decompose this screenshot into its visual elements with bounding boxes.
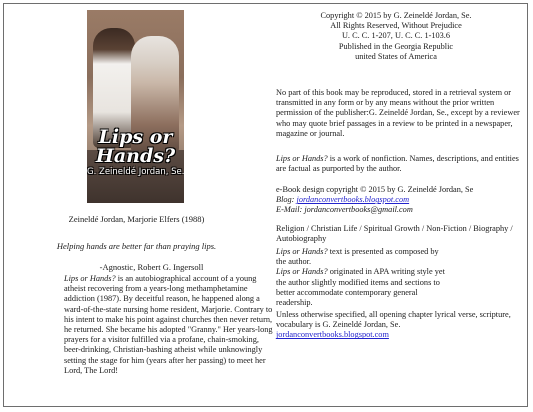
ebook-info — [276, 185, 526, 216]
email-address[interactable]: jordanconvertbooks@gmail.com — [304, 205, 413, 215]
blog-link[interactable]: jordanconvertbooks.blogspot.com — [296, 195, 410, 205]
cover-author: G. Zeineldé Jordan, Se. — [87, 167, 184, 177]
copyright-line-5: united States of America — [355, 51, 437, 61]
copyright-line-4: Published in the Georgia Republic — [338, 41, 454, 51]
email-label: E-Mail: — [276, 205, 305, 215]
ebook-design: e-Book design copyright © 2015 by G. Zeineldé Jordan, Se — [276, 185, 474, 194]
cover-image — [87, 10, 184, 203]
summary-title: Lips or Hands? — [64, 274, 116, 283]
presented-body: text is presented as composed by the author. — [276, 247, 439, 267]
copyright-line-3: U. C. C. 1-207, U. C. C. 1-103.6 — [341, 31, 451, 41]
originated-title: Lips or Hands? — [276, 267, 328, 277]
cover-title-line2: Hands? — [95, 145, 176, 167]
unless-notice — [276, 310, 512, 341]
reproduction-notice — [276, 88, 522, 139]
epigraph-attribution: -Agnostic, Robert G. Ingersoll — [99, 262, 204, 272]
nonfiction-title: Lips or Hands? — [276, 154, 328, 163]
epigraph-quote: Helping hands are better far than praying lips. — [56, 241, 217, 251]
categories-text: Religion / Christian Life / Spiritual Growth / Non-Fiction / Biography / Autobiography — [276, 224, 513, 244]
nonfiction-notice — [276, 154, 522, 174]
copyright-line-2: All Rights Reserved, Without Prejudice — [330, 21, 462, 31]
reproduction-text: No part of this book may be reproduced, stored in a retrieval system or transmitted in any form or by any means without the prior written permission of the publisher:G. Zeineldé Jordan, Se., except by a reviewer who may quote brief passages in a review to be printed in a newspaper, magazine or journal. — [276, 88, 520, 138]
nonfiction-body: is a work of nonfiction. Names, descriptions, and entities are factual as purported by the author. — [276, 154, 519, 174]
footer-blog-link[interactable]: jordanconvertbooks.blogspot.com — [276, 330, 389, 340]
categories — [276, 224, 522, 244]
cover-title — [87, 128, 184, 166]
book-summary — [64, 274, 274, 376]
summary-body: is an autobiographical account of a young atheist recovering from a years-long methamphetamine addiction (1987). By deceitful reason, he happened along a ward-of-the-state nursing home resident, Marjorie. Contrary to his intent to make his point against churches then never return, he returned. She became his adopted "Granny." Her years-long prayers for a visitor fulfilled via a profane, chain-smoking, beer-drinking, Christian-bashing atheist while unknowingly setting the stage for him (years after her passing) to meet her Lord, The Lord! — [64, 274, 273, 375]
copyright-line-1: Copyright © 2015 by G. Zeineldé Jordan, Se. — [320, 11, 472, 20]
copyright-block — [276, 11, 516, 62]
blog-label: Blog: — [276, 195, 297, 205]
cover-title-line1: Lips or — [98, 126, 173, 148]
photo-caption: Zeineldé Jordan, Marjorie Elfers (1988) — [68, 214, 205, 224]
presented-title: Lips or Hands? — [276, 247, 328, 256]
originated-body: originated in APA writing style yet the author slightly modified items and sections to better accommodate contemporary general readership. — [276, 267, 445, 308]
document-page — [3, 3, 528, 407]
presentation-notes — [276, 247, 446, 308]
unless-text: Unless otherwise specified, all opening chapter lyrical verse, scripture, vocabulary is G. Zeineldé Jordan, Se. — [276, 310, 511, 330]
